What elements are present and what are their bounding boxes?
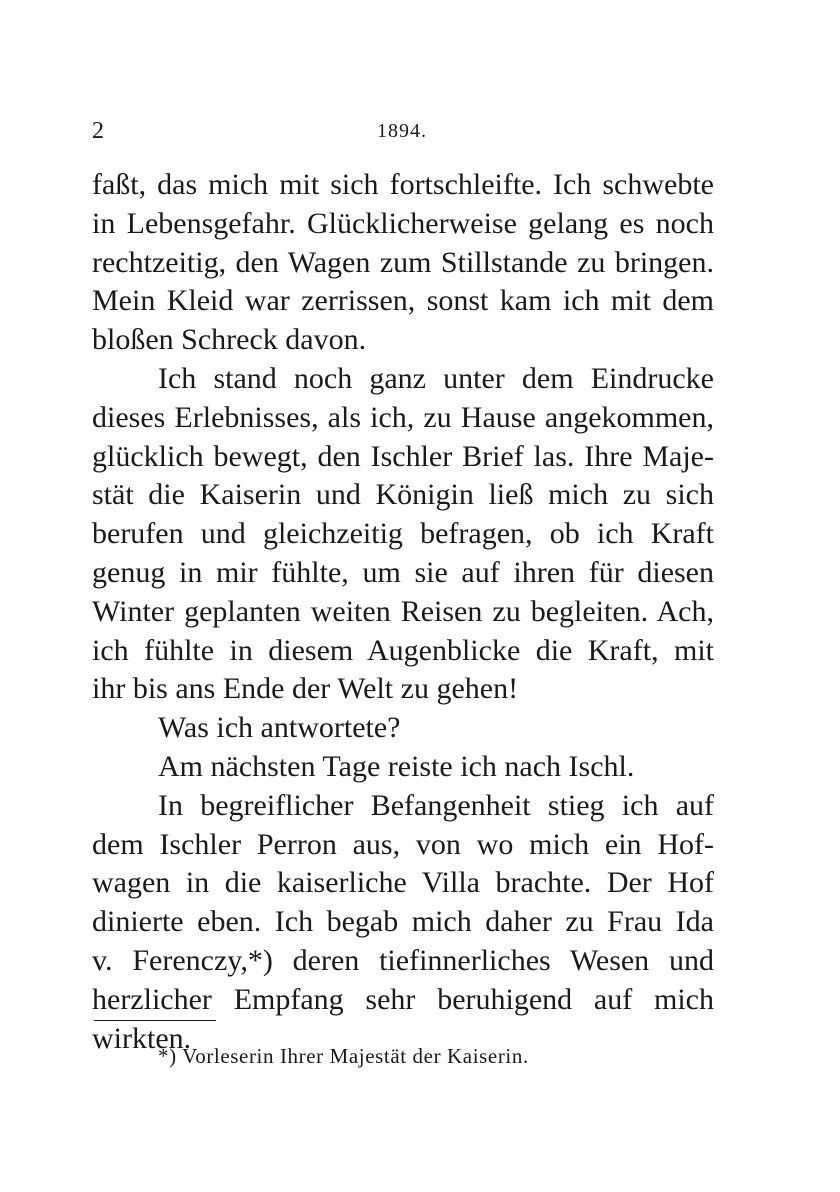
- footnote: *) Vorleserin Ihrer Majestät der Kaiserin.: [158, 1044, 529, 1068]
- page-number: 2: [92, 118, 104, 144]
- text-line: glücklich bewegt, den Ischler Brief las. Ihre Maje-: [92, 439, 714, 473]
- text-line: faßt, das mich mit sich fortschleifte. Ich schwebte: [92, 168, 714, 201]
- text-line: dieses Erlebnisses, als ich, zu Hause angekommen,: [92, 400, 714, 434]
- text-line: Was ich antwortete?: [158, 711, 401, 745]
- text-line: herzlicher Empfang sehr beruhigend auf mich: [92, 982, 714, 1016]
- text-line: rechtzeitig, den Wagen zum Stillstande zu bringen.: [92, 245, 714, 279]
- text-line: ihr bis ans Ende der Welt zu gehen!: [92, 672, 519, 706]
- text-line: ich fühlte in diesem Augenblicke die Kraft, mit: [92, 633, 714, 667]
- text-line: dinierte eben. Ich begab mich daher zu Frau Ida: [92, 905, 714, 939]
- body-text: [92, 166, 714, 1058]
- running-head-year: 1894.: [377, 120, 427, 142]
- text-line: bloßen Schreck davon.: [92, 323, 367, 357]
- text-line: Am nächsten Tage reiste ich nach Ischl.: [158, 749, 635, 783]
- text-line: stät die Kaiserin und Königin ließ mich zu sich: [92, 478, 714, 512]
- text-line: Ich stand noch ganz unter dem Eindrucke: [158, 361, 714, 395]
- footnote-divider: [94, 1020, 216, 1021]
- text-line: in Lebensgefahr. Glücklicherweise gelang es noch: [92, 206, 714, 240]
- page-header: [92, 118, 712, 148]
- text-line: Winter geplanten weiten Reisen zu begleiten. Ach,: [92, 594, 714, 628]
- text-line: In begreiflicher Befangenheit stieg ich auf: [158, 788, 714, 822]
- text-line: genug in mir fühlte, um sie auf ihren für diesen: [92, 555, 714, 589]
- text-line: Mein Kleid war zerrissen, sonst kam ich mit dem: [92, 284, 714, 318]
- text-line: v. Ferenczy,*) deren tiefinnerliches Wesen und: [92, 943, 714, 977]
- text-line: berufen und gleichzeitig befragen, ob ich Kraft: [92, 517, 714, 551]
- text-line: wagen in die kaiserliche Villa brachte. Der Hof: [92, 866, 714, 900]
- text-line: dem Ischler Perron aus, von wo mich ein Hof-: [92, 827, 714, 861]
- text-line: wirkten.: [92, 1021, 192, 1055]
